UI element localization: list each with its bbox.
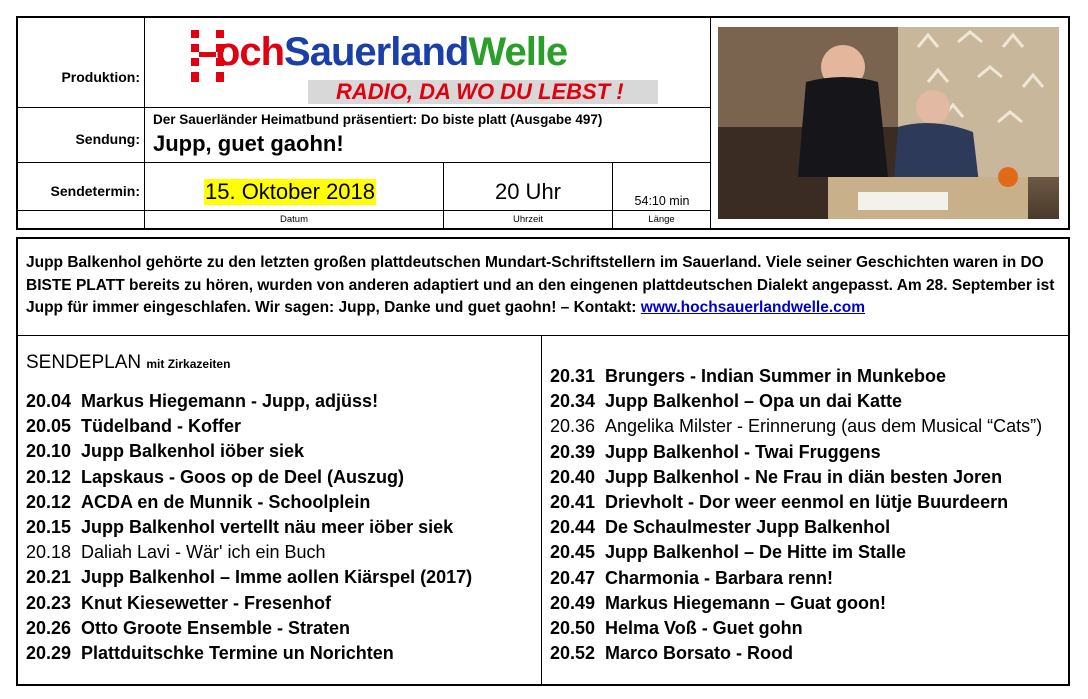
produktion-label: Produktion:	[61, 69, 140, 85]
item-title: Lapskaus - Goos op de Deel (Auszug)	[81, 466, 405, 487]
item-title: Jupp Balkenhol iöber siek	[81, 441, 305, 462]
sendeplan-item	[26, 567, 472, 588]
sendeplan-item	[26, 593, 331, 614]
sendung-subtitle: Der Sauerländer Heimatbund präsentiert: Do biste platt (Ausgabe 497)	[153, 112, 603, 127]
item-title: Daliah Lavi - Wär' ich ein Buch	[81, 542, 326, 563]
item-time: 20.39	[550, 441, 596, 462]
item-title: Jupp Balkenhol – De Hitte im Stalle	[605, 542, 907, 563]
divider	[710, 18, 711, 228]
item-title: Jupp Balkenhol - Ne Frau in diän besten Joren	[605, 466, 1003, 487]
sendeplan-item	[550, 467, 1002, 488]
contact-link[interactable]: www.hochsauerlandwelle.com	[640, 299, 866, 316]
studio-photo	[718, 27, 1059, 219]
sendeplan-item	[550, 391, 902, 412]
item-time: 20.31	[550, 366, 596, 386]
sendeplan-title: SENDEPLAN	[26, 352, 142, 373]
sendeplan-item	[550, 442, 881, 463]
logo-wordmark: ochSauerlandWelle	[215, 30, 568, 74]
item-time: 20.44	[550, 517, 596, 538]
sendeplan-item	[26, 391, 378, 412]
item-title: Markus Hiegemann - Jupp, adjüss!	[81, 391, 379, 411]
item-time: 20.05	[26, 416, 72, 437]
item-time: 20.34	[550, 391, 596, 412]
description-body: Jupp Balkenhol gehörte zu den letzten großen plattdeutschen Mundart-Schriftstellern im Sauerland. Viele seiner Geschichten waren in DO BISTE PLATT bereits zu hören, wurden von anderen adaptiert und an den eingenen plattdeutschen Dialekt angepasst. Am 28. September ist Jupp für immer eingeschlafen. Wir sagen: Jupp, Danke und guet gaohn! – Kontakt:	[26, 254, 1055, 316]
column-divider	[541, 335, 542, 684]
sendeplan-item	[550, 366, 946, 387]
station-logo	[188, 22, 658, 104]
description-text	[26, 252, 1066, 320]
item-time: 20.45	[550, 542, 596, 563]
sendeplan-item	[550, 542, 906, 563]
divider	[18, 210, 710, 211]
sendeplan-item	[550, 593, 886, 614]
sendeplan-item	[550, 492, 1008, 513]
sendeplan-item	[550, 517, 890, 538]
divider	[144, 18, 145, 228]
item-time: 20.52	[550, 643, 596, 664]
sendetermin-label: Sendetermin:	[50, 183, 140, 199]
item-title: Brungers - Indian Summer in Munkeboe	[605, 366, 947, 386]
divider	[18, 335, 1068, 336]
sendeplan-item	[26, 441, 304, 462]
sendeplan-item	[26, 517, 453, 538]
date-caption: Datum	[280, 214, 308, 225]
length-caption: Länge	[648, 214, 675, 225]
date-value: 15. Oktober 2018	[205, 179, 376, 204]
item-title: Otto Groote Ensemble - Straten	[81, 617, 351, 638]
sendeplan-item	[550, 643, 793, 664]
item-time: 20.10	[26, 441, 72, 462]
item-time: 20.29	[26, 643, 72, 663]
item-time: 20.12	[26, 491, 72, 512]
logo-slogan: RADIO, DA WO DU LEBST !	[336, 79, 624, 104]
item-time: 20.21	[26, 567, 72, 588]
item-title: ACDA en de Munnik - Schoolplein	[81, 491, 371, 512]
item-time: 20.41	[550, 492, 596, 512]
item-time: 20.47	[550, 567, 596, 588]
item-title: Jupp Balkenhol vertellt näu meer iöber siek	[81, 517, 454, 537]
item-title: Markus Hiegemann – Guat goon!	[605, 592, 887, 613]
item-title: Jupp Balkenhol – Imme aollen Kiärspel (2017)	[81, 567, 473, 588]
sendeplan-item	[26, 492, 370, 513]
divider	[18, 162, 710, 163]
sendeplan-item	[26, 542, 326, 563]
sendung-label: Sendung:	[75, 131, 140, 147]
sendeplan-item	[26, 643, 394, 664]
item-title: Jupp Balkenhol - Twai Fruggens	[605, 441, 881, 462]
time-value: 20 Uhr	[494, 179, 562, 204]
item-title: Helma Voß - Guet gohn	[605, 618, 803, 638]
length-value: 54:10 min	[634, 194, 690, 208]
item-title: Angelika Milster - Erinnerung (aus dem Musical “Cats”)	[605, 416, 1043, 437]
divider	[18, 107, 710, 108]
sendeplan-item	[26, 618, 350, 639]
sendeplan-subtitle: mit Zirkazeiten	[146, 357, 231, 371]
sendeplan-item	[26, 467, 404, 488]
item-title: Tüdelband - Koffer	[81, 416, 241, 437]
item-time: 20.26	[26, 617, 72, 638]
item-time: 20.36	[550, 416, 596, 437]
item-title: Plattduitschke Termine un Norichten	[81, 643, 394, 663]
item-title: De Schaulmester Jupp Balkenhol	[605, 517, 891, 538]
item-time: 20.40	[550, 466, 596, 487]
item-time: 20.49	[550, 592, 596, 613]
item-title: Charmonia - Barbara renn!	[605, 567, 834, 588]
item-title: Marco Borsato - Rood	[605, 643, 794, 664]
time-caption: Uhrzeit	[512, 214, 544, 225]
item-title: Jupp Balkenhol – Opa un dai Katte	[605, 391, 903, 412]
sendung-title: Jupp, guet gaohn!	[153, 131, 344, 156]
sendeplan-item	[550, 416, 1042, 437]
photo-illustration	[718, 27, 1059, 219]
sendeplan-item	[26, 416, 241, 437]
item-title: Drievholt - Dor weer eenmol en lütje Buurdeern	[605, 492, 1009, 512]
item-title: Knut Kiesewetter - Fresenhof	[81, 592, 332, 613]
sendeplan-item	[550, 568, 833, 589]
sendeplan-item	[550, 618, 803, 639]
item-time: 20.18	[26, 542, 72, 563]
item-time: 20.50	[550, 618, 596, 638]
sendeplan-heading	[26, 352, 230, 374]
item-time: 20.23	[26, 592, 72, 613]
item-time: 20.12	[26, 466, 72, 487]
item-time: 20.04	[26, 391, 72, 411]
item-time: 20.15	[26, 517, 72, 537]
